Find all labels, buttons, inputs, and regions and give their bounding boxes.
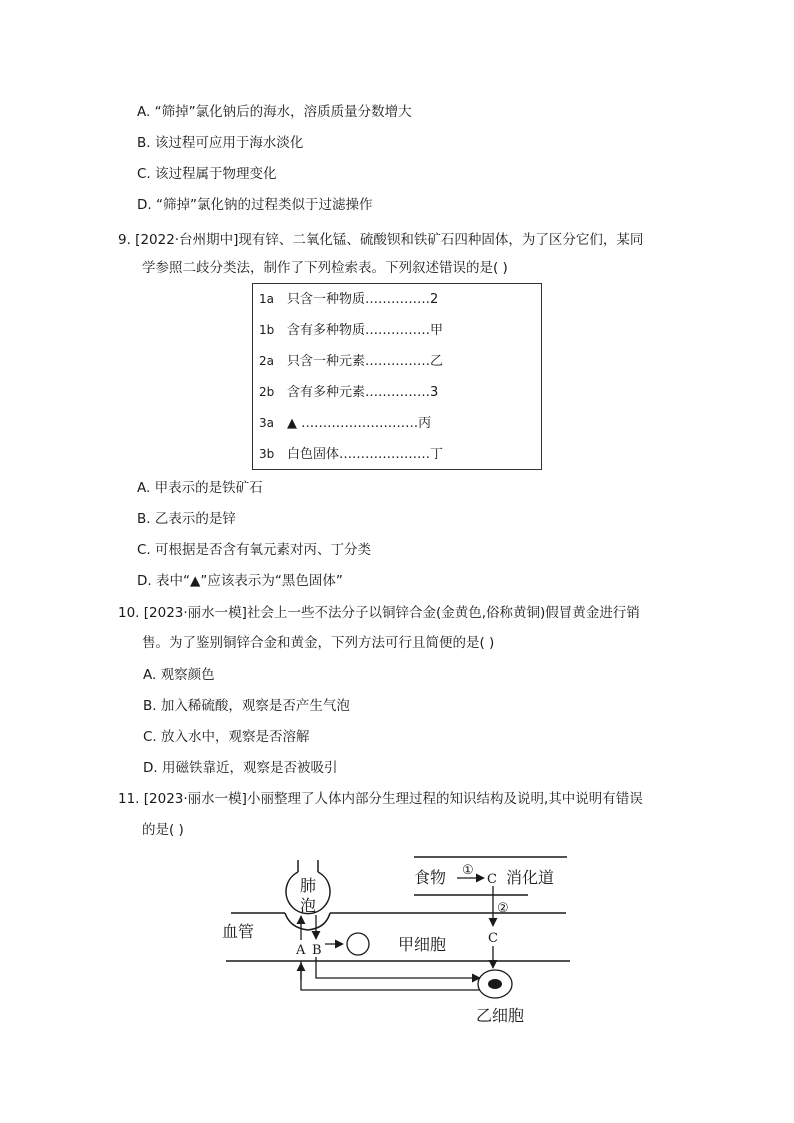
q9-stem-line2: 学参照二歧分类法，制作了下列检索表。下列叙述错误的是( ) — [142, 260, 508, 276]
key-id: 1a — [259, 292, 274, 306]
key-text: 只含一种物质……………2 — [287, 292, 439, 307]
q9-stem-line1: 9. [2022·台州期中]现有锌、二氧化锰、硫酸钡和铁矿石四种固体，为了区分它们，某同 — [118, 232, 644, 248]
key-id: 2b — [259, 385, 275, 399]
c-top-label: C — [487, 872, 497, 887]
key-id: 3a — [259, 416, 274, 430]
c-mid-label: C — [488, 931, 498, 946]
q10-option-c: C. 放入水中，观察是否溶解 — [143, 729, 310, 745]
key-text: 只含一种元素……………乙 — [287, 354, 444, 369]
alveolus-label-top: 肺 — [300, 876, 317, 895]
key-id: 2a — [259, 354, 274, 368]
q10-option-d: D. 用磁铁靠近，观察是否被吸引 — [143, 760, 338, 776]
q11-stem-line1: 11. [2023·丽水一模]小丽整理了人体内部分生理过程的知识结构及说明,其中说明有错误 — [118, 791, 643, 807]
q11-stem-line2: 的是( ) — [142, 822, 184, 838]
key-text: 含有多种物质……………甲 — [287, 323, 444, 338]
step-2-label: ② — [497, 901, 509, 916]
q8-option-c: C. 该过程属于物理变化 — [137, 166, 277, 182]
q10-stem-line1: 10. [2023·丽水一模]社会上一些不法分子以铜锌合金(金黄色,俗称黄铜)假冒黄金进行销 — [118, 605, 640, 621]
q8-option-b: B. 该过程可应用于海水淡化 — [137, 135, 304, 151]
step-1-label: ① — [462, 863, 474, 878]
alveolus-duct — [298, 860, 318, 872]
key-id: 1b — [259, 323, 275, 337]
alveolus-bulge — [285, 913, 330, 930]
loop-upper — [316, 957, 480, 978]
key-id: 3b — [259, 447, 275, 461]
q9-option-d: D. 表中“▲”应该表示为“黑色固体” — [137, 573, 343, 589]
vessel-label: 血管 — [222, 922, 255, 941]
key-text: ▲ ………………………丙 — [287, 416, 432, 431]
digestive-tract-label: 消化道 — [506, 868, 555, 887]
label-a: A — [296, 943, 306, 958]
cell-yi-nucleus — [488, 979, 502, 989]
alveolus-label-bottom: 泡 — [300, 896, 317, 915]
cell-jia-label: 甲细胞 — [398, 935, 447, 954]
q10-stem-line2: 售。为了鉴别铜锌合金和黄金，下列方法可行且简便的是( ) — [142, 635, 495, 651]
cell-yi-label: 乙细胞 — [476, 1006, 525, 1025]
label-b: B — [312, 943, 322, 958]
q9-option-c: C. 可根据是否含有氧元素对丙、丁分类 — [137, 542, 372, 558]
key-text: 白色固体…………………丁 — [287, 447, 444, 462]
loop-lower — [301, 961, 482, 990]
q10-option-b: B. 加入稀硫酸，观察是否产生气泡 — [143, 698, 350, 714]
q9-option-b: B. 乙表示的是锌 — [137, 511, 236, 527]
q8-option-a: A. “筛掉”氯化钠后的海水，溶质质量分数增大 — [137, 104, 412, 120]
cell-jia — [347, 933, 369, 955]
q9-option-a: A. 甲表示的是铁矿石 — [137, 480, 263, 496]
q10-option-a: A. 观察颜色 — [143, 667, 215, 683]
q8-option-d: D. “筛掉”氯化钠的过程类似于过滤操作 — [137, 197, 373, 213]
food-label: 食物 — [414, 868, 447, 887]
key-text: 含有多种元素……………3 — [287, 385, 439, 400]
